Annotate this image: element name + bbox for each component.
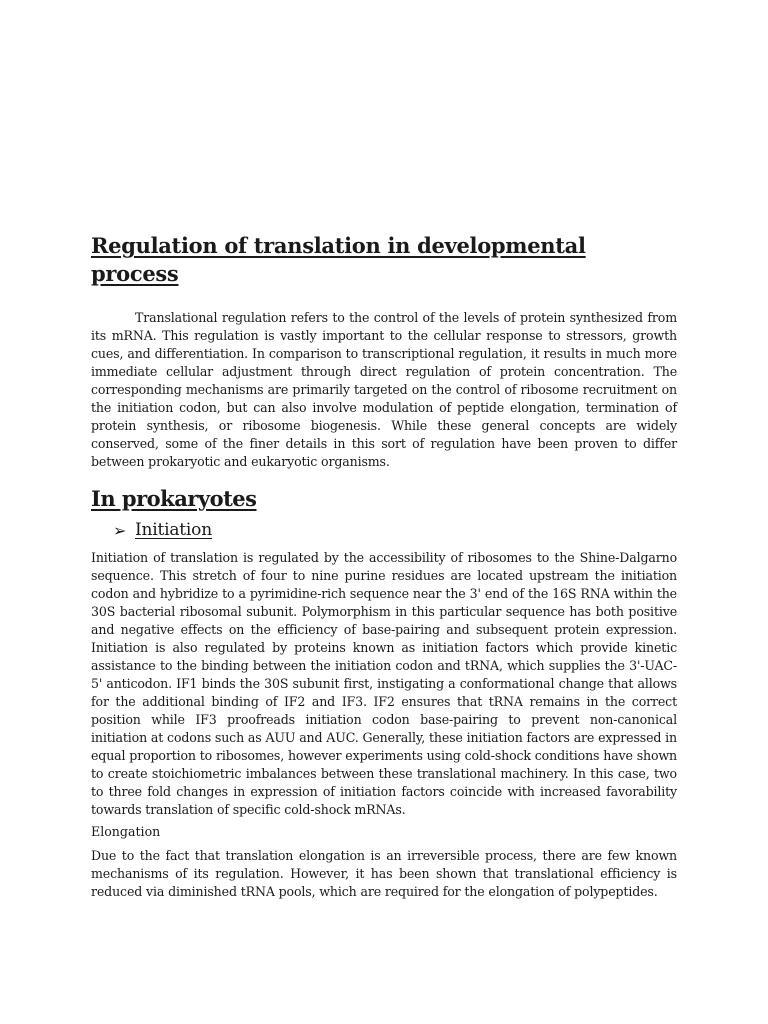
elongation-paragraph: Due to the fact that translation elongation is an irreversible process, there are few known mechanisms of its regulation. However, it has been shown that translational efficiency is reduced via diminished tRNA pools, which are required for the elongation of polypeptides.: [91, 848, 677, 899]
initiation-paragraph: Initiation of translation is regulated by the accessibility of ribosomes to the Shine-Dalgarno sequence. This stretch of four to nine purine residues are located upstream the initiation codon and hybridize to a pyrimidine-rich sequence near the 3' end of the 16S RNA within the 30S bacterial ribosomal subunit. Polymorphism in this particular sequence has both positive and negative effects on the efficiency of base-pairing and subsequent protein expression. Initiation is also regulated by proteins known as initiation factors which provide kinetic assistance to the binding between the initiation codon and tRNA, which supplies the 3'-UAC-5' anticodon. IF1 binds the 30S subunit first, instigating a conformational change that allows for the additional binding of IF2 and IF3. IF2 ensures that tRNA remains in the correct position while IF3 proofreads initiation codon base-pairing to prevent non-canonical initiation at codons such as AUU and AUC. Generally, these initiation factors are expressed in equal proportion to ribosomes, however experiments using cold-shock conditions have shown to create stoichiometric imbalances between these translational machinery. In this case, two to three fold changes in expression of initiation factors coincide with increased favorability towards translation of specific cold-shock mRNAs.: [91, 550, 677, 817]
intro-paragraph: Translational regulation refers to the control of the levels of protein synthesized from its mRNA. This regulation is vastly important to the cellular response to stressors, growth cues, and differentiation. In comparison to transcriptional regulation, it results in much more immediate cellular adjustment through direct regulation of protein concentration. The corresponding mechanisms are primarily targeted on the control of ribosome recruitment on the initiation codon, but can also involve modulation of peptide elongation, termination of protein synthesis, or ribosome biogenesis. While these general concepts are widely conserved, some of the finer details in this sort of regulation have been proven to differ between prokaryotic and eukaryotic organisms.: [91, 310, 677, 469]
subsection-initiation: [113, 517, 677, 543]
document-title: Regulation of translation in developmental process: [91, 233, 586, 286]
arrow-bullet-icon: ➢: [113, 520, 127, 540]
section-heading-prokaryotes: In prokaryotes: [91, 486, 257, 511]
elongation-heading: Elongation: [91, 824, 161, 839]
subsection-heading-initiation: Initiation: [135, 520, 212, 540]
document-page: [91, 232, 677, 901]
